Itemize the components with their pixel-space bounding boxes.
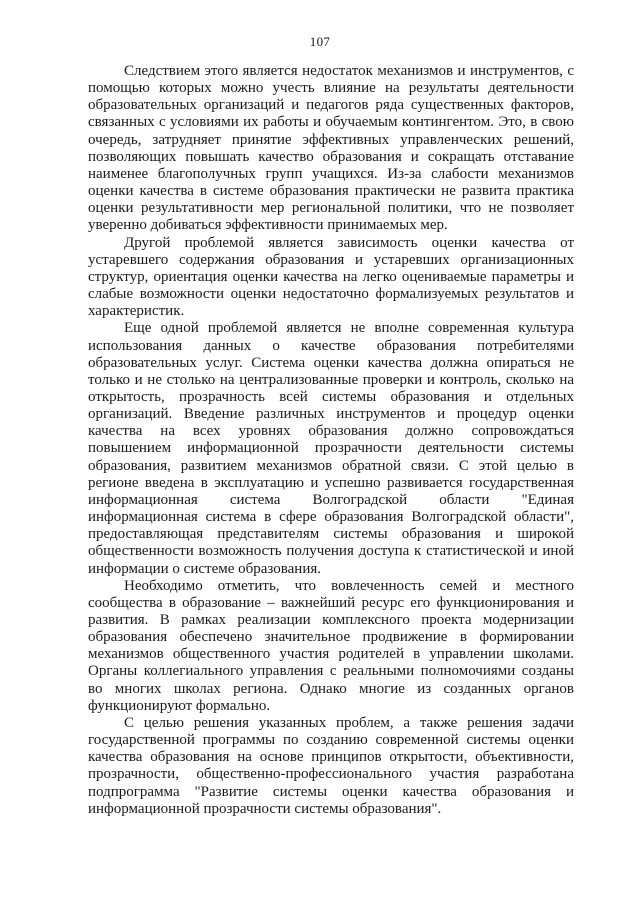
page-number: 107 xyxy=(309,34,331,49)
paragraph-4: Необходимо отметить, что вовлеченность семей и местного сообщества в образование – важнейший ресурс его функционирования и развития. В рамках реализации комплексного проекта модернизации образования обеспечено значительное продвижение в формировании механизмов общественного участия родителей в управлении школами. Органы коллегиального управления с реальными полномочиями созданы во многих школах региона. Однако многие из созданных органов функционируют формально. xyxy=(88,577,574,714)
paragraph-5: С целью решения указанных проблем, а также решения задачи государственной программы по созданию современной системы оценки качества образования на основе принципов открытости, объективности, прозрачности, общественно-профессионального участия разработана подпрограмма "Развитие системы оценки качества образования и информационной прозрачности системы образования". xyxy=(88,714,574,817)
paragraph-2: Другой проблемой является зависимость оценки качества от устаревшего содержания образования и устаревших организационных структур, ориентация оценки качества на легко оцениваемые параметры и слабые возможности оценки недостаточно формализуемых результатов и характеристик. xyxy=(88,234,574,320)
paragraph-3: Еще одной проблемой является не вполне современная культура использования данных о качестве образования потребителями образовательных услуг. Система оценки качества должна опираться не только и не столько на централизованные проверки и контроль, сколько на открытость, прозрачность всей системы образования и отдельных организаций. Введение различных инструментов и процедур оценки качества на всех уровнях образования должно сопровождаться повышением информационной прозрачности деятельности системы образования, развитием механизмов обратной связи. С этой целью в регионе введена в эксплуатацию и успешно развивается государственная информационная система Волгоградской области "Единая информационная система в сфере образования Волгоградской области", предоставляющая представителям системы образования и широкой общественности возможность получения доступа к статистической и иной информации о системе образования. xyxy=(88,320,574,577)
document-body xyxy=(88,63,574,818)
paragraph-1: Следствием этого является недостаток механизмов и инструментов, с помощью которых можно учесть влияние на результаты деятельности образовательных организаций и педагогов ряда существенных факторов, связанных с условиями их работы и обучаемым контингентом. Это, в свою очередь, затрудняет принятие эффективных управленческих решений, позволяющих повышать качество образования и сокращать отставание наименее благополучных групп учащихся. Из-за слабости механизмов оценки качества в системе образования практически не развита практика оценки результативности мер региональной политики, что не позволяет уверенно добиваться эффективности принимаемых мер. xyxy=(88,63,574,234)
